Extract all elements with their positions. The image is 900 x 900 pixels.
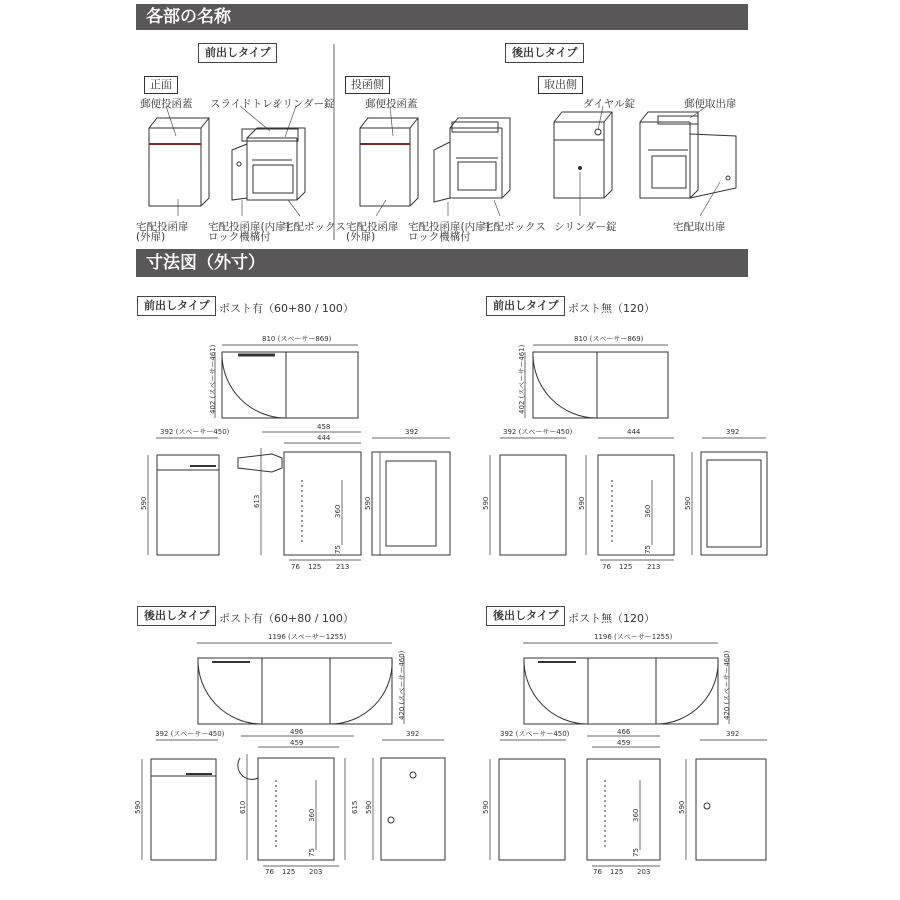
dim-text: 125 xyxy=(282,868,296,876)
dim-text: 459 xyxy=(290,739,304,747)
dimension-labels xyxy=(134,335,739,876)
dim-text: 590 xyxy=(134,800,142,814)
label-mail-lid-2: 郵便投函蓋 xyxy=(365,98,418,110)
section-header-text: 各部の名称 xyxy=(146,7,231,27)
dim-text: 590 xyxy=(578,496,586,510)
label-cylinder-lock: シリンダー錠 xyxy=(272,98,335,110)
dim-text: 392 xyxy=(406,730,420,738)
dim-text: 75 xyxy=(334,545,342,554)
insert-side-box xyxy=(360,118,418,206)
dim-text: 75 xyxy=(308,848,316,857)
dim-text: 590 xyxy=(365,800,373,814)
dim-panel-2-desc: ポスト無（120） xyxy=(568,302,655,315)
dim-text: 590 xyxy=(684,496,692,510)
dim-text: 613 xyxy=(253,494,261,508)
insert-side-tag: 投函側 xyxy=(345,76,390,94)
label-dial-lock: ダイヤル錠 xyxy=(583,98,636,110)
dim-text: 392 xyxy=(405,428,419,436)
dim-panel-4-type: 後出しタイプ xyxy=(486,606,565,626)
dim-text: 444 xyxy=(317,434,331,442)
dim-text: 75 xyxy=(644,545,652,554)
dim-text: 360 xyxy=(632,808,640,822)
label-delivery-box: 宅配ボックス xyxy=(283,221,346,233)
takeout-side-tag: 取出側 xyxy=(538,76,583,94)
dim-text: 125 xyxy=(619,563,633,571)
dim-panel-3-type: 後出しタイプ xyxy=(137,606,216,626)
dim-text: 76 xyxy=(265,868,274,876)
panel-1-drawing xyxy=(148,345,450,560)
dim-text: 76 xyxy=(291,563,300,571)
dim-text: 590 xyxy=(140,496,148,510)
section-header-text: 寸法図（外寸） xyxy=(146,253,265,273)
dim-text: 392 (スペーサー450) xyxy=(500,730,570,738)
label-cylinder-lock-b: シリンダー錠 xyxy=(554,221,617,233)
dim-text: 590 xyxy=(364,496,372,510)
dim-text: 360 xyxy=(334,504,342,518)
dim-text: 402 (スペーサー461) xyxy=(209,344,217,414)
label-inner-door-note: ロック機構付 xyxy=(208,231,271,243)
dim-text: 76 xyxy=(593,868,602,876)
dim-text: 213 xyxy=(336,563,350,571)
dim-text: 444 xyxy=(627,428,641,436)
dim-text: 402 (スペーサー461) xyxy=(518,344,526,414)
dim-text: 360 xyxy=(308,808,316,822)
dim-text: 75 xyxy=(632,848,640,857)
dim-panel-2-type: 前出しタイプ xyxy=(486,296,565,316)
front-type-title: 前出しタイプ xyxy=(198,43,277,63)
dim-panel-1-type: 前出しタイプ xyxy=(137,296,216,316)
label-delivery-takeout-door: 宅配取出扉 xyxy=(673,221,726,233)
front-view-tag: 正面 xyxy=(144,76,178,94)
label-outer-door-b-note: (外扉) xyxy=(346,231,376,243)
dim-text: 496 xyxy=(290,728,304,736)
dim-text: 615 xyxy=(351,800,359,814)
label-outer-door: 宅配投函扉 xyxy=(136,221,189,233)
label-inner-door: 宅配投函扉(内扉) xyxy=(208,221,290,233)
rear-type-title: 後出しタイプ xyxy=(505,43,584,63)
label-outer-door-note: (外扉) xyxy=(136,231,166,243)
dim-text: 203 xyxy=(637,868,651,876)
dim-text: 125 xyxy=(308,563,322,571)
dim-text: 76 xyxy=(602,563,611,571)
label-delivery-box-b: 宅配ボックス xyxy=(483,221,546,233)
dim-text: 420 (スペーサー460) xyxy=(398,650,406,720)
dim-text: 203 xyxy=(309,868,323,876)
dim-text: 360 xyxy=(644,504,652,518)
dim-text: 610 xyxy=(239,800,247,814)
dim-panel-3-desc: ポスト有（60+80 / 100） xyxy=(219,612,354,625)
front-view-box-a xyxy=(149,118,209,206)
dim-panel-4-desc: ポスト無（120） xyxy=(568,612,655,625)
takeout-side-closed xyxy=(554,112,612,198)
label-mail-lid: 郵便投函蓋 xyxy=(140,98,193,110)
dim-panel-1-desc: ポスト有（60+80 / 100） xyxy=(219,302,354,315)
dim-text: 590 xyxy=(482,800,490,814)
label-mail-takeout-door: 郵便取出扉 xyxy=(684,98,737,110)
dim-text: 590 xyxy=(482,496,490,510)
dim-text: 459 xyxy=(617,739,631,747)
dim-text: 1196 (スペーサー1255) xyxy=(594,633,673,641)
dim-text: 392 (スペーサー450) xyxy=(503,428,573,436)
dim-text: 810 (スペーサー869) xyxy=(262,335,332,343)
dim-text: 810 (スペーサー869) xyxy=(574,335,644,343)
open-box-b xyxy=(434,118,510,202)
takeout-side-open xyxy=(640,112,736,198)
dim-text: 466 xyxy=(617,728,631,736)
label-inner-door-b-note: ロック機構付 xyxy=(408,231,471,243)
dim-text: 392 (スペーサー450) xyxy=(155,730,225,738)
dim-text: 1196 (スペーサー1255) xyxy=(268,633,347,641)
label-outer-door-b: 宅配投函扉 xyxy=(346,221,399,233)
label-inner-door-b: 宅配投函扉(内扉) xyxy=(408,221,490,233)
dim-text: 590 xyxy=(678,800,686,814)
dim-text: 420 (スペーサー460) xyxy=(723,650,731,720)
label-slide-tray: スライドトレイ xyxy=(210,98,283,110)
dim-text: 125 xyxy=(610,868,624,876)
dim-text: 213 xyxy=(647,563,661,571)
dim-text: 392 xyxy=(726,428,740,436)
panel-2-drawing xyxy=(490,345,767,560)
dim-text: 392 (スペーサー450) xyxy=(160,428,230,436)
dim-text: 458 xyxy=(317,423,331,431)
dim-text: 392 xyxy=(726,730,740,738)
open-box-a xyxy=(232,128,305,200)
